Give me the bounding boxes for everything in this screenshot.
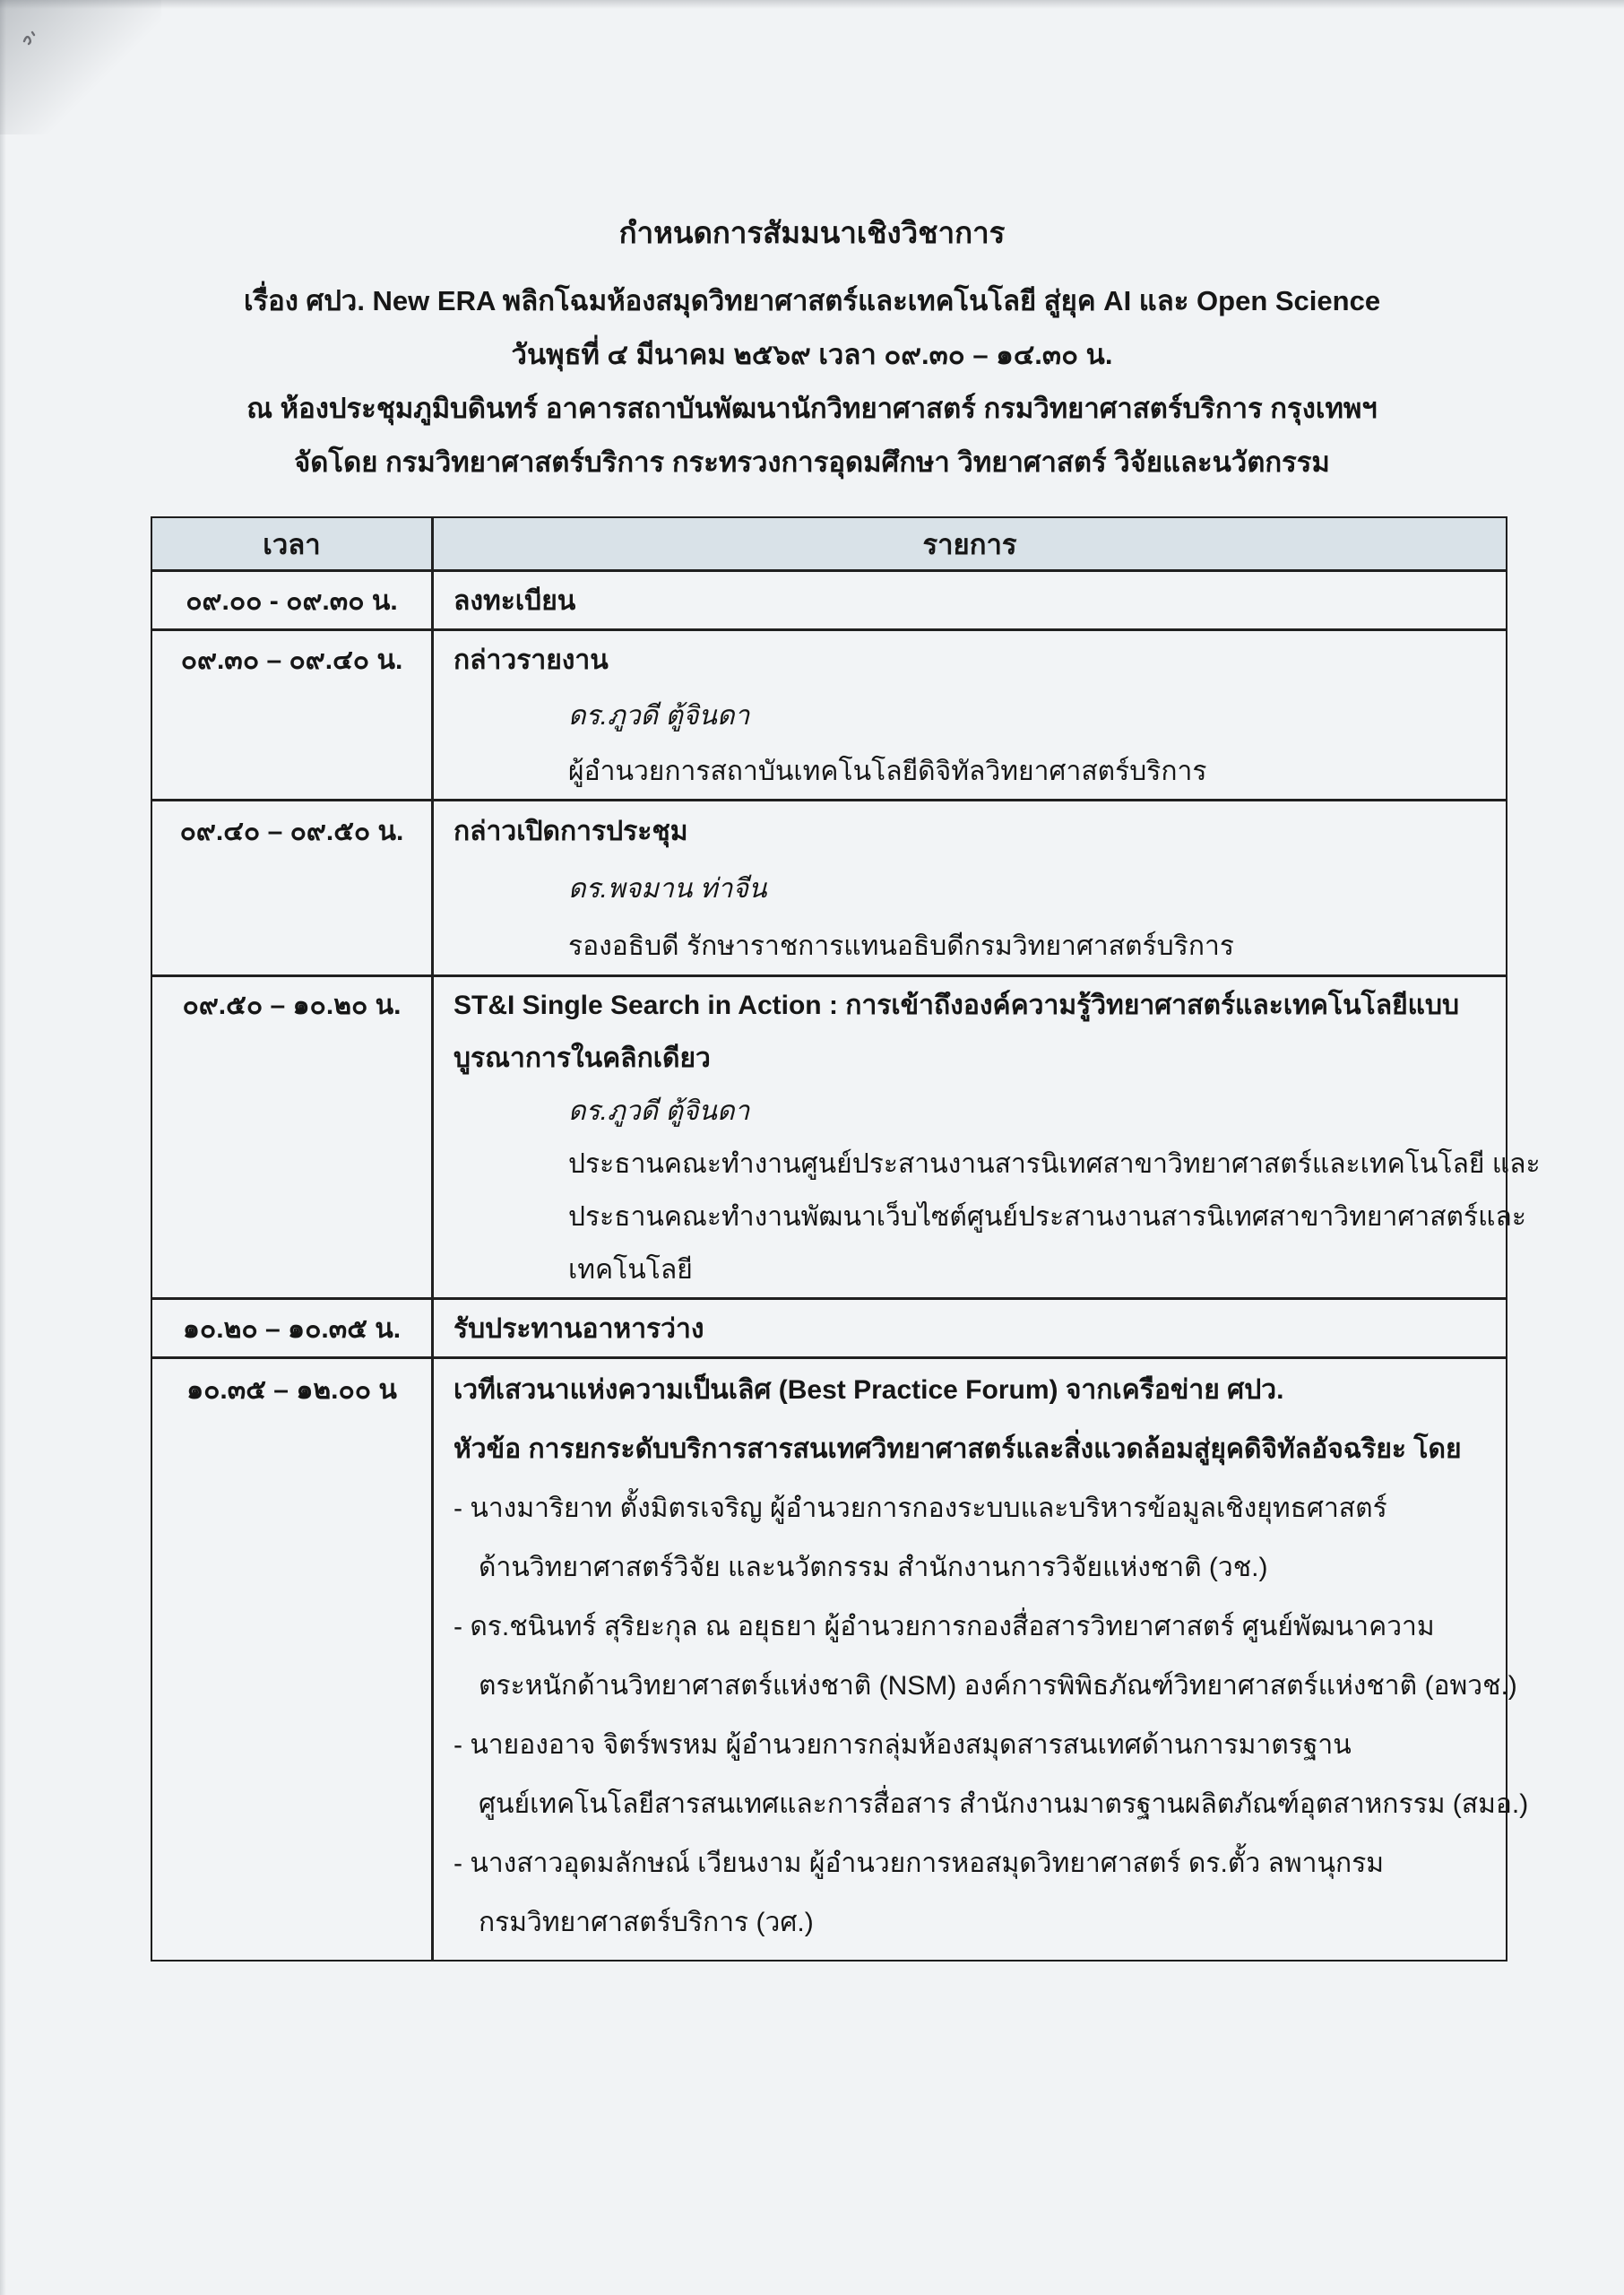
panelist-line: - นายองอาจ จิตร์พรหม ผู้อำนวยการกลุ่มห้องสมุดสารสนเทศด้านการมาตรฐาน (454, 1730, 1352, 1760)
speaker-name: ดร.ภูวดี ตู้จินดา (568, 1096, 750, 1126)
table-row-break (152, 1300, 1506, 1359)
time-cell: ๐๙.๐๐ - ๐๙.๓๐ น. (152, 572, 434, 629)
table-row-report-speech (152, 631, 1506, 801)
item-cell (434, 977, 1541, 1297)
agenda-table (151, 516, 1541, 1962)
panelist-line: - ดร.ชนินทร์ สุริยะกุล ณ อยุธยา ผู้อำนวยการกองสื่อสารวิทยาศาสตร์ ศูนย์พัฒนาความ (454, 1612, 1435, 1641)
doc-venue-line: ณ ห้องประชุมภูมิบดินทร์ อาคารสถาบันพัฒนานักวิทยาศาสตร์ กรมวิทยาศาสตร์บริการ กรุงเทพฯ (246, 393, 1378, 424)
col-header-time: เวลา (152, 518, 434, 569)
scan-edge-shadow-top (0, 0, 1624, 9)
table-header-row (152, 518, 1506, 572)
item-cell (434, 1359, 1529, 1960)
doc-title: กำหนดการสัมมนาเชิงวิชาการ (618, 216, 1006, 249)
col-header-item: รายการ (922, 528, 1017, 560)
table-row-registration (152, 572, 1506, 631)
item-line: กล่าวเปิดการประชุม (454, 817, 688, 846)
item-cell (434, 631, 1506, 800)
item-line: ST&I Single Search in Action : การเข้าถึงองค์ความรู้วิทยาศาสตร์และเทคโนโลยีแบบ (454, 991, 1460, 1020)
speaker-role: รองอธิบดี รักษาราชการแทนอธิบดีกรมวิทยาศาสตร์บริการ (568, 931, 1234, 961)
item-cell (434, 1300, 1506, 1357)
time-cell: ๑๐.๓๕ – ๑๒.๐๐ น (152, 1359, 434, 1960)
item-line: บูรณาการในคลิกเดียว (454, 1044, 711, 1073)
table-row-opening-speech (152, 801, 1506, 977)
document-header (0, 206, 1624, 489)
panelist-line: กรมวิทยาศาสตร์บริการ (วศ.) (479, 1908, 814, 1937)
speaker-role: ประธานคณะทำงานศูนย์ประสานงานสารนิเทศสาขาวิทยาศาสตร์และเทคโนโลยี และ (568, 1149, 1541, 1179)
panelist-line: ตระหนักด้านวิทยาศาสตร์แห่งชาติ (NSM) องค์การพิพิธภัณฑ์วิทยาศาสตร์แห่งชาติ (อพวช.) (479, 1671, 1517, 1701)
time-cell: ๐๙.๕๐ – ๑๐.๒๐ น. (152, 977, 434, 1297)
speaker-name: ดร.ภูวดี ตู้จินดา (568, 701, 750, 731)
table-row-best-practice-forum (152, 1359, 1529, 1960)
doc-subject-line: เรื่อง ศปว. New ERA พลิกโฉมห้องสมุดวิทยาศาสตร์และเทคโนโลยี สู่ยุค AI และ Open Science (243, 285, 1381, 316)
speaker-role: ผู้อำนวยการสถาบันเทคโนโลยีดิจิทัลวิทยาศาสตร์บริการ (568, 757, 1207, 786)
scan-ink-mark (22, 29, 41, 47)
item-line: ลงทะเบียน (454, 586, 576, 616)
item-line: รับประทานอาหารว่าง (454, 1314, 704, 1344)
table-row-sti-single-search (152, 977, 1541, 1300)
time-cell: ๐๙.๔๐ – ๐๙.๕๐ น. (152, 801, 434, 975)
time-cell: ๐๙.๓๐ – ๐๙.๔๐ น. (152, 631, 434, 800)
speaker-role: เทคโนโลยี (568, 1255, 693, 1285)
doc-organizer-line: จัดโดย กรมวิทยาศาสตร์บริการ กระทรวงการอุดมศึกษา วิทยาศาสตร์ วิจัยและนวัตกรรม (294, 446, 1330, 478)
speaker-role: ประธานคณะทำงานพัฒนาเว็บไซต์ศูนย์ประสานงานสารนิเทศสาขาวิทยาศาสตร์และ (568, 1202, 1526, 1232)
doc-date-line: วันพุธที่ ๔ มีนาคม ๒๕๖๙ เวลา ๐๙.๓๐ – ๑๔.๓๐ น. (511, 339, 1113, 370)
item-cell (434, 572, 1506, 629)
time-cell: ๑๐.๒๐ – ๑๐.๓๕ น. (152, 1300, 434, 1357)
item-line: หัวข้อ การยกระดับบริการสารสนเทศวิทยาศาสตร์และสิ่งแวดล้อมสู่ยุคดิจิทัลอัจฉริยะ โดย (454, 1434, 1462, 1464)
panelist-line: ด้านวิทยาศาสตร์วิจัย และนวัตกรรม สำนักงานการวิจัยแห่งชาติ (วช.) (479, 1553, 1268, 1582)
speaker-name: ดร.พจมาน ท่าจีน (568, 874, 767, 904)
scan-corner-shadow (0, 0, 161, 134)
item-line: กล่าวรายงาน (454, 645, 609, 675)
panelist-line: ศูนย์เทคโนโลยีสารสนเทศและการสื่อสาร สำนักงานมาตรฐานผลิตภัณฑ์อุตสาหกรรม (สมอ.) (479, 1789, 1529, 1819)
panelist-line: - นางมาริยาท ตั้งมิตรเจริญ ผู้อำนวยการกองระบบและบริหารข้อมูลเชิงยุทธศาสตร์ (454, 1494, 1387, 1523)
item-line: เวทีเสวนาแห่งความเป็นเลิศ (Best Practice Forum) จากเครือข่าย ศปว. (454, 1375, 1284, 1405)
item-cell (434, 801, 1506, 975)
panelist-line: - นางสาวอุดมลักษณ์ เวียนงาม ผู้อำนวยการหอสมุดวิทยาศาสตร์ ดร.ตั้ว ลพานุกรม (454, 1849, 1385, 1878)
